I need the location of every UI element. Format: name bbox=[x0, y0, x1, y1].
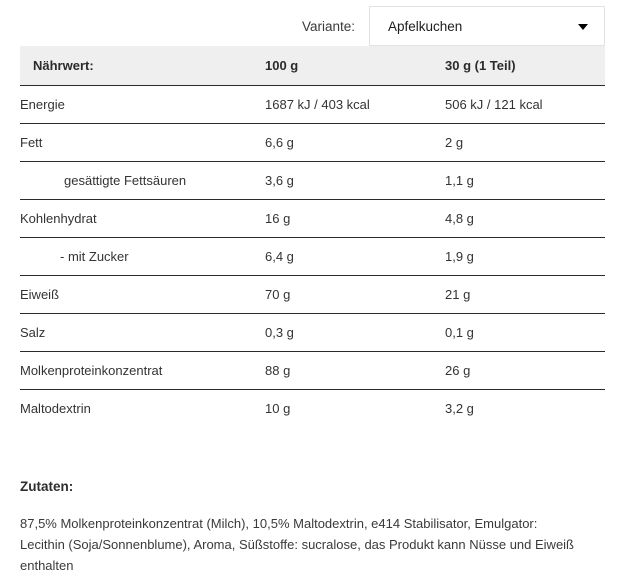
row-label: gesättigte Fettsäuren bbox=[20, 162, 265, 200]
row-value-per-100g: 6,6 g bbox=[265, 124, 445, 162]
nutrition-table-wrap bbox=[20, 46, 605, 427]
row-value-per-100g: 1687 kJ / 403 kcal bbox=[265, 86, 445, 124]
chevron-down-icon bbox=[578, 24, 588, 30]
table-row bbox=[20, 238, 605, 276]
variant-selector-row bbox=[0, 0, 632, 46]
row-value-per-portion: 3,2 g bbox=[445, 401, 474, 416]
row-label: Fett bbox=[20, 124, 265, 162]
table-row bbox=[20, 86, 605, 124]
table-row bbox=[20, 162, 605, 200]
row-value-per-portion: 2 g bbox=[445, 124, 605, 162]
row-value-per-portion: 26 g bbox=[445, 352, 605, 390]
row-value-per-100g: 70 g bbox=[265, 276, 445, 314]
row-value-per-100g: 88 g bbox=[265, 352, 445, 390]
row-label: Energie bbox=[20, 86, 265, 124]
column-header-per-portion: 30 g (1 Teil) bbox=[445, 46, 605, 86]
row-label: Salz bbox=[20, 314, 265, 352]
ingredients-text: 87,5% Molkenproteinkonzentrat (Milch), 10,5% Maltodextrin, e414 Stabilisator, Emulgator: Lecithin (Soja/Sonnenblume), Aroma, Süßstoffe: sucralose, das Produkt kann Nüsse und Eiweiß enthalten bbox=[20, 516, 574, 573]
table-row bbox=[20, 352, 605, 390]
row-label: Eiweiß bbox=[20, 276, 265, 314]
variant-selected-value: Apfelkuchen bbox=[388, 18, 463, 34]
table-row bbox=[20, 124, 605, 162]
row-label: Molkenproteinkonzentrat bbox=[20, 352, 265, 390]
column-header-nutrient: Nährwert: bbox=[20, 46, 265, 86]
row-value-per-100g: 3,6 g bbox=[265, 162, 445, 200]
row-value-per-portion: 1,1 g bbox=[445, 162, 605, 200]
row-value-per-portion: 1,9 g bbox=[445, 238, 605, 276]
nutrition-table bbox=[20, 46, 605, 427]
variant-label: Variante: bbox=[301, 18, 355, 34]
row-value-per-portion: 21 g bbox=[445, 276, 605, 314]
table-row bbox=[20, 314, 605, 352]
row-value-per-portion: 0,1 g bbox=[445, 314, 605, 352]
table-body bbox=[20, 86, 605, 428]
ingredients-section bbox=[20, 427, 605, 576]
table-header-row bbox=[20, 46, 605, 86]
row-value-per-100g: 10 g bbox=[265, 401, 291, 416]
row-value-per-100g: 0,3 g bbox=[265, 314, 445, 352]
row-label: - mit Zucker bbox=[20, 238, 265, 276]
variant-select[interactable] bbox=[369, 6, 605, 46]
table-head bbox=[20, 46, 605, 86]
column-header-per-100g: 100 g bbox=[265, 46, 445, 86]
row-value-per-100g: 6,4 g bbox=[265, 238, 445, 276]
table-row bbox=[20, 200, 605, 238]
row-value-per-100g: 16 g bbox=[265, 200, 445, 238]
row-label: Kohlenhydrat bbox=[20, 200, 265, 238]
ingredients-title: Zutaten: bbox=[20, 479, 74, 494]
row-label: Maltodextrin bbox=[20, 401, 91, 416]
row-value-per-portion: 506 kJ / 121 kcal bbox=[445, 86, 605, 124]
table-row bbox=[20, 276, 605, 314]
table-row bbox=[20, 390, 605, 428]
row-value-per-portion: 4,8 g bbox=[445, 200, 605, 238]
